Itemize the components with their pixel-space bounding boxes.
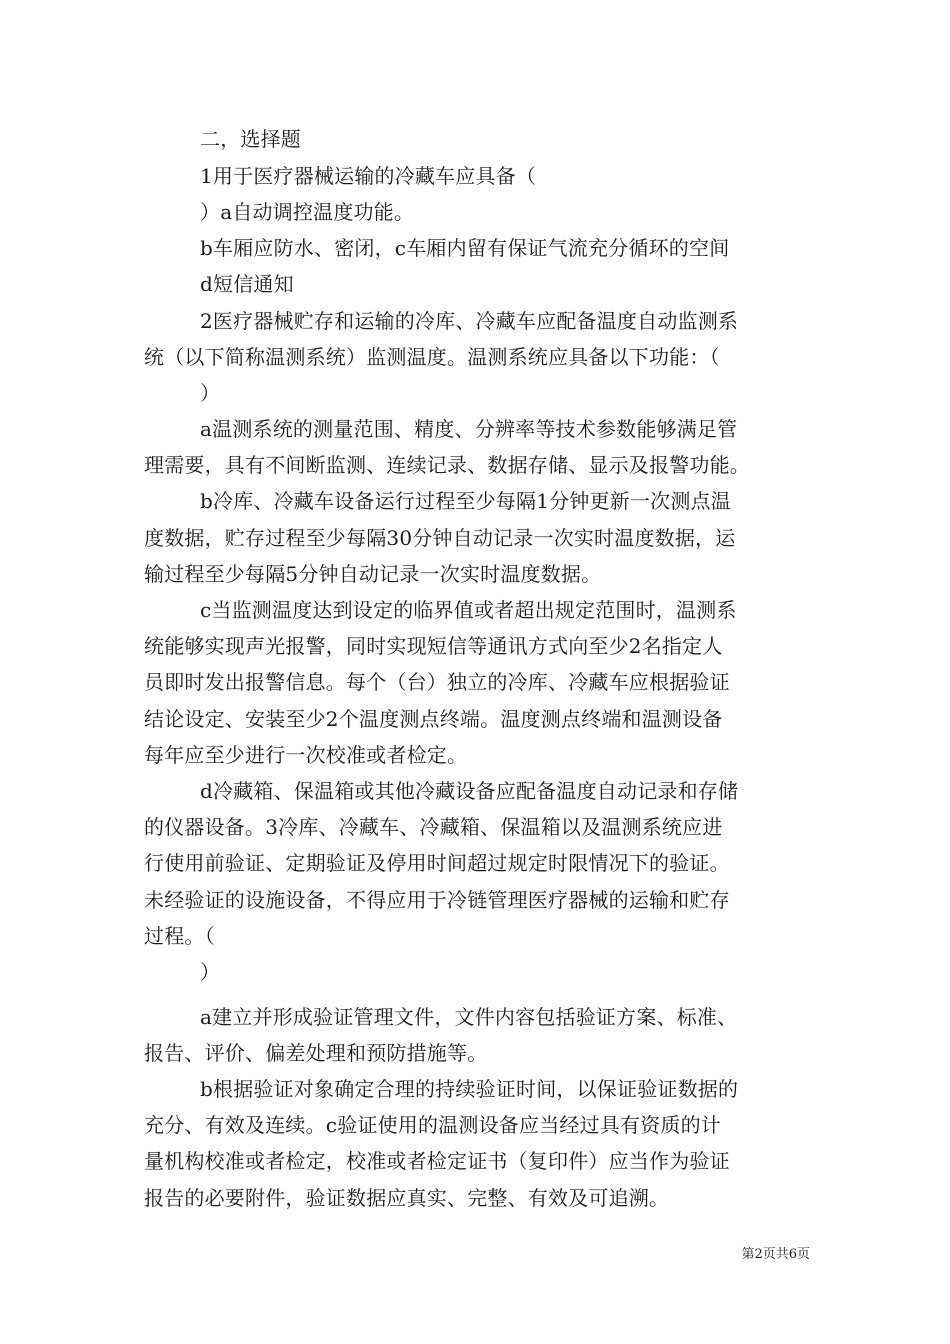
text-line: ） [200, 960, 221, 984]
text-line: 的仪器设备。3冷库、冷藏车、冷藏箱、保温箱以及温测系统应进 [144, 815, 723, 839]
text-line: b根据验证对象确定合理的持续验证时间，以保证验证数据的 [200, 1077, 739, 1101]
text-line: d短信通知 [200, 272, 294, 296]
text-line: 每年应至少进行一次校准或者检定。 [144, 743, 468, 767]
text-line: d冷藏箱、保温箱或其他冷藏设备应配备温度自动记录和存储 [200, 779, 739, 803]
text-line: 统（以下简称温测系统）监测温度。温测系统应具备以下功能：（ [144, 345, 720, 369]
text-line: 1用于医疗器械运输的冷藏车应具备（ [200, 164, 537, 188]
text-line: ）a自动调控温度功能。 [200, 200, 415, 224]
text-line: b车厢应防水、密闭，c车厢内留有保证气流充分循环的空间 [200, 236, 730, 260]
page-number: 第2页共6页 [741, 1247, 810, 1262]
text-line: ） [200, 381, 221, 405]
text-line: 过程。（ [144, 924, 215, 948]
text-line: 未经验证的设施设备，不得应用于冷链管理医疗器械的运输和贮存 [144, 888, 730, 912]
text-line: b冷库、冷藏车设备运行过程至少每隔1分钟更新一次测点温 [200, 489, 731, 513]
text-line: 员即时发出报警信息。每个（台）独立的冷库、冷藏车应根据验证 [144, 670, 730, 694]
text-line: 充分、有效及连续。c验证使用的温测设备应当经过具有资质的计 [144, 1113, 722, 1137]
text-line: c当监测温度达到设定的临界值或者超出规定范围时，温测系 [200, 598, 737, 622]
text-line: a温测系统的测量范围、精度、分辨率等技术参数能够满足管 [200, 417, 738, 441]
text-line: 结论设定、安装至少2个温度测点终端。温度测点终端和温测设备 [144, 707, 723, 731]
text-line: 度数据，贮存过程至少每隔30分钟自动记录一次实时温度数据，运 [144, 526, 736, 550]
text-line: 输过程至少每隔5分钟自动记录一次实时温度数据。 [144, 562, 602, 586]
text-line: 统能够实现声光报警，同时实现短信等通讯方式向至少2名指定人 [144, 634, 723, 658]
text-line: 报告的必要附件，验证数据应真实、完整、有效及可追溯。 [144, 1186, 670, 1210]
text-line: a建立并形成验证管理文件，文件内容包括验证方案、标准、 [200, 1005, 738, 1029]
text-line: 2医疗器械贮存和运输的冷库、冷藏车应配备温度自动监测系 [200, 309, 739, 333]
section-heading: 二，选择题 [200, 127, 301, 151]
text-line: 理需要，具有不间断监测、连续记录、数据存储、显示及报警功能。 [144, 453, 750, 477]
text-line: 量机构校准或者检定，校准或者检定证书（复印件）应当作为验证 [144, 1149, 730, 1173]
text-line: 报告、评价、偏差处理和预防措施等。 [144, 1041, 488, 1065]
text-line: 行使用前验证、定期验证及停用时间超过规定时限情况下的验证。 [144, 851, 730, 875]
